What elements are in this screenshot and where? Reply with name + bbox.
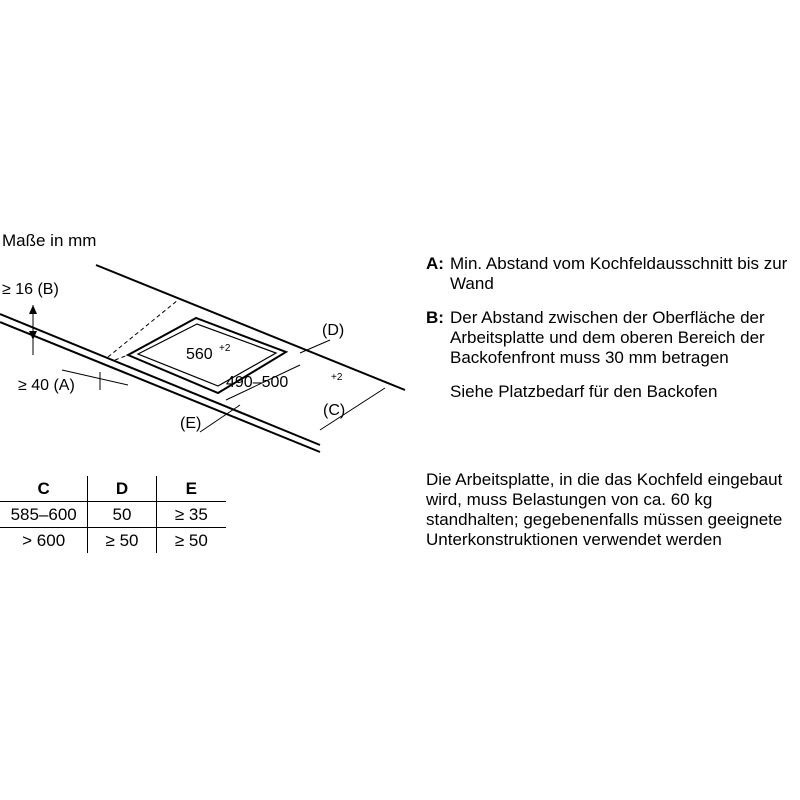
legend bbox=[426, 254, 796, 402]
legend-note: Siehe Platzbedarf für den Backofen bbox=[450, 382, 718, 401]
table-cell: 585–600 bbox=[0, 502, 88, 528]
dimensions-table bbox=[0, 476, 226, 553]
arrow-B-up bbox=[29, 305, 37, 314]
units-label: Maße in mm bbox=[2, 231, 97, 250]
label-C: (C) bbox=[323, 402, 346, 419]
table-header: C bbox=[0, 476, 88, 502]
table-header-row bbox=[0, 476, 226, 502]
legend-text: Der Abstand zwischen der Oberfläche der Arbeitsplatte und dem oberen Bereich der Backofenfront muss 30 mm betragen bbox=[450, 308, 765, 367]
dim-E-line bbox=[200, 405, 240, 432]
table-cell: ≥ 50 bbox=[156, 528, 226, 554]
table-cell: 50 bbox=[88, 502, 156, 528]
table-cell: ≥ 50 bbox=[88, 528, 156, 554]
table-header: D bbox=[88, 476, 156, 502]
table-row bbox=[0, 502, 226, 528]
table-header: E bbox=[156, 476, 226, 502]
legend-text: Min. Abstand vom Kochfeldausschnitt bis zur Wand bbox=[450, 254, 788, 293]
label-E: (E) bbox=[180, 415, 202, 432]
dim-D-line bbox=[300, 340, 330, 353]
label-A: ≥ 40 (A) bbox=[18, 377, 75, 394]
legend-item-A bbox=[426, 254, 796, 294]
cutout-depth-tolerance: +2 bbox=[331, 372, 343, 383]
legend-key: A: bbox=[426, 254, 444, 273]
table-cell: ≥ 35 bbox=[156, 502, 226, 528]
cutout-width-label: 560 bbox=[186, 346, 213, 363]
dimensions-table-container bbox=[0, 476, 226, 553]
table-cell: > 600 bbox=[22, 530, 66, 550]
table-row bbox=[0, 528, 226, 554]
cutout-width-tolerance: +2 bbox=[219, 343, 231, 354]
load-note: Die Arbeitsplatte, in die das Kochfeld eingebaut wird, muss Belastungen von ca. 60 kg standhalten; gegebenenfalls müssen geeignete Unterkonstruktionen verwendet werden bbox=[426, 470, 783, 549]
dashed-guide-bottom bbox=[115, 355, 128, 360]
legend-item-B bbox=[426, 308, 796, 368]
label-D: (D) bbox=[322, 322, 345, 339]
legend-key: B: bbox=[426, 308, 444, 327]
label-B: ≥ 16 (B) bbox=[2, 281, 59, 298]
dashed-guide-top bbox=[108, 300, 178, 357]
cutout-depth-label: 490–500 bbox=[226, 374, 289, 391]
